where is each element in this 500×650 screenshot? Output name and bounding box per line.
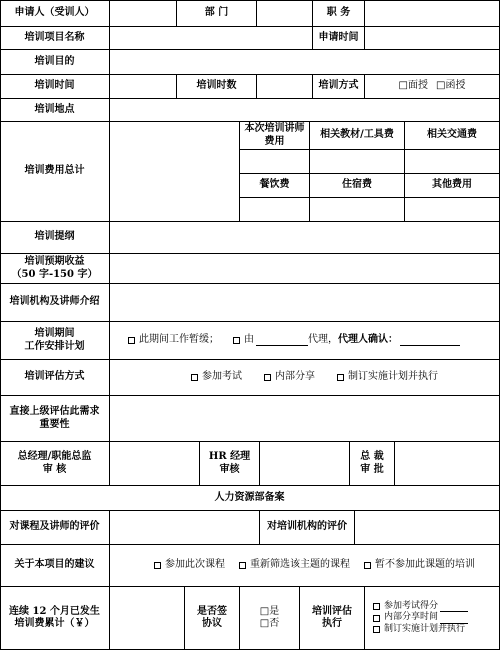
- materials-fee-field[interactable]: [310, 150, 405, 174]
- cumulative-cost-line2: 培训费累计（￥）: [14, 618, 95, 629]
- checkbox-icon: [128, 337, 135, 344]
- hr-record-header: 人力资源部备案: [0, 486, 500, 511]
- deputy-confirm-label: 代理人确认：: [338, 334, 398, 346]
- project-name-label: 培训项目名称: [0, 27, 110, 50]
- intro-label: 培训机构及讲师介绍: [0, 284, 110, 322]
- ceo-label: [350, 442, 395, 486]
- gm-label-line1: 总经理/职能总监: [17, 451, 92, 462]
- supervisor-label: [0, 396, 110, 442]
- share-time-text: 内部分享时间: [384, 612, 439, 623]
- eval-exec-label: [300, 587, 365, 650]
- training-time-label: 培训时间: [0, 75, 110, 99]
- suggestion-label: 关于本项目的建议: [0, 545, 110, 587]
- eval-exec-options: [365, 587, 500, 650]
- skip-course-text: 暂不参加此课题的培训: [375, 559, 475, 571]
- action-plan-option[interactable]: [337, 371, 438, 384]
- gm-label: [0, 442, 110, 486]
- applicant-field[interactable]: [110, 0, 177, 27]
- pause-work-text: 此期间工作暂缓；: [139, 334, 219, 346]
- correspondence-checkbox[interactable]: □函授: [436, 80, 466, 92]
- arrangement-label: [0, 322, 110, 360]
- eval-method-label: 培训评估方式: [0, 360, 110, 396]
- department-label: 部 门: [177, 0, 257, 27]
- training-time-field[interactable]: [110, 75, 177, 99]
- face-to-face-checkbox[interactable]: □面授: [398, 80, 428, 92]
- hr-manager-label: [200, 442, 260, 486]
- position-field[interactable]: [365, 0, 500, 27]
- training-method-options: [365, 75, 500, 99]
- reselect-course-text: 重新筛选该主题的课程: [250, 559, 350, 571]
- benefit-label-line1: 培训预期收益: [24, 256, 85, 267]
- training-hours-field[interactable]: [257, 75, 313, 99]
- arrangement-options: [110, 322, 500, 360]
- cumulative-cost-field[interactable]: [110, 587, 185, 650]
- contract-label-line2: 协议: [202, 618, 222, 629]
- exam-option[interactable]: [191, 371, 242, 384]
- purpose-field[interactable]: [110, 50, 500, 75]
- checkbox-icon: [373, 615, 380, 622]
- exam-score-blank[interactable]: [440, 601, 468, 612]
- institution-review-label: 对培训机构的评价: [260, 511, 355, 545]
- checkbox-icon: [373, 603, 380, 610]
- outline-label: 培训提纲: [0, 222, 110, 254]
- project-name-field[interactable]: [110, 27, 313, 50]
- outline-field[interactable]: [110, 222, 500, 254]
- plan-exec-option[interactable]: [373, 624, 465, 635]
- eval-method-options: [110, 360, 500, 396]
- checkbox-icon: [264, 374, 271, 381]
- location-field[interactable]: [110, 99, 500, 122]
- deputy-suffix: 代理，: [308, 334, 338, 346]
- contract-label-line1: 是否签: [197, 605, 227, 617]
- intro-field[interactable]: [110, 284, 500, 322]
- hr-manager-field[interactable]: [260, 442, 350, 486]
- lodging-fee-label: 住宿费: [310, 174, 405, 198]
- gm-field[interactable]: [110, 442, 200, 486]
- training-hours-label: 培训时数: [177, 75, 257, 99]
- meals-fee-field[interactable]: [240, 198, 310, 222]
- supervisor-field[interactable]: [110, 396, 500, 442]
- deputy-option[interactable]: [233, 334, 254, 347]
- eval-exec-label-line1: 培训评估: [312, 605, 352, 617]
- transport-fee-label: 相关交通费: [405, 122, 500, 150]
- checkbox-icon: [233, 337, 240, 344]
- benefit-field[interactable]: [110, 254, 500, 284]
- purpose-label: 培训目的: [0, 50, 110, 75]
- contract-yes-checkbox[interactable]: □是: [259, 605, 280, 617]
- ceo-label-line1: 总 裁: [360, 451, 384, 462]
- supervisor-label-line2: 重要性: [39, 418, 70, 430]
- share-time-option[interactable]: [373, 612, 468, 623]
- checkbox-icon: [373, 626, 380, 633]
- other-fee-label: 其他费用: [405, 174, 500, 198]
- position-label: 职 务: [313, 0, 365, 27]
- checkbox-icon: [191, 374, 198, 381]
- ceo-field[interactable]: [395, 442, 500, 486]
- other-fee-field[interactable]: [405, 198, 500, 222]
- eval-exec-label-line2: 执行: [322, 618, 342, 629]
- course-review-label: 对课程及讲师的评价: [0, 511, 110, 545]
- location-label: 培训地点: [0, 99, 110, 122]
- exam-text: 参加考试: [202, 371, 242, 383]
- deputy-name-blank[interactable]: [256, 335, 308, 346]
- supervisor-label-line1: 直接上级评估此需求: [9, 406, 100, 417]
- checkbox-icon: [337, 374, 344, 381]
- ceo-label-line2: 审 批: [360, 463, 384, 475]
- institution-review-field[interactable]: [355, 511, 500, 545]
- checkbox-icon: [154, 562, 161, 569]
- pause-work-option[interactable]: [128, 334, 219, 347]
- skip-course-option[interactable]: [364, 559, 475, 572]
- checkbox-icon: [239, 562, 246, 569]
- lecturer-fee-label: 本次培训讲师费用: [240, 122, 310, 150]
- apply-time-label: 申请时间: [313, 27, 365, 50]
- attend-course-text: 参加此次课程: [165, 559, 225, 571]
- checkbox-icon: [364, 562, 371, 569]
- benefit-label: [0, 254, 110, 284]
- internal-share-text: 内部分享: [275, 371, 315, 383]
- plan-exec-text: 制订实施计划并执行: [384, 623, 466, 634]
- deputy-text: 由: [244, 334, 254, 346]
- deputy-confirm-blank[interactable]: [400, 335, 460, 346]
- cost-total-label: 培训费用总计: [0, 122, 110, 222]
- course-review-field[interactable]: [110, 511, 260, 545]
- materials-fee-label: 相关教材/工具费: [310, 122, 405, 150]
- meals-fee-label: 餐饮费: [240, 174, 310, 198]
- apply-time-field[interactable]: [365, 27, 500, 50]
- reselect-course-option[interactable]: [239, 559, 350, 572]
- exam-score-option[interactable]: [373, 601, 468, 612]
- arrangement-label-line1: 培训期间: [34, 328, 75, 339]
- suggestion-options: [110, 545, 500, 587]
- gm-label-line2: 审 核: [42, 463, 67, 475]
- arrangement-label-line2: 工作安排计划: [24, 340, 85, 352]
- contract-no-checkbox[interactable]: □否: [259, 618, 280, 629]
- action-plan-text: 制订实施计划并执行: [348, 371, 438, 383]
- cost-total-field[interactable]: [110, 122, 240, 222]
- applicant-label: 申请人（受训人）: [0, 0, 110, 27]
- department-field[interactable]: [257, 0, 313, 27]
- internal-share-option[interactable]: [264, 371, 315, 384]
- contract-options: [240, 587, 300, 650]
- contract-label: [185, 587, 240, 650]
- share-time-blank[interactable]: [440, 613, 468, 624]
- attend-course-option[interactable]: [154, 559, 225, 572]
- hr-manager-label-line2: 审核: [219, 463, 240, 475]
- cumulative-cost-label: [0, 587, 110, 650]
- transport-fee-field[interactable]: [405, 150, 500, 174]
- hr-manager-label-line1: HR 经理: [208, 451, 251, 462]
- lodging-fee-field[interactable]: [310, 198, 405, 222]
- training-method-label: 培训方式: [313, 75, 365, 99]
- exam-score-text: 参加考试得分: [384, 601, 439, 612]
- lecturer-fee-field[interactable]: [240, 150, 310, 174]
- cumulative-cost-line1: 连续 12 个月已发生: [9, 605, 100, 617]
- benefit-label-line2: （50 字-150 字）: [11, 268, 98, 280]
